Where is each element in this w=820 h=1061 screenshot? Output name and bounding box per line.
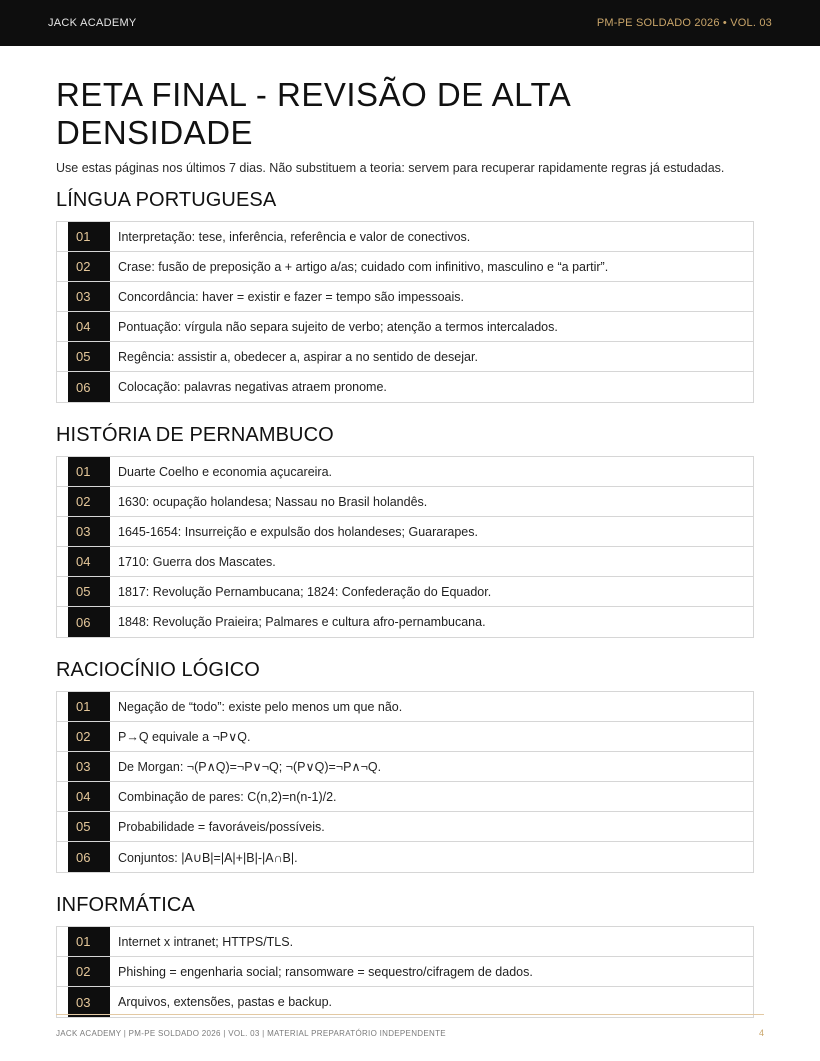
item-number: 06	[68, 842, 110, 872]
item-text: De Morgan: ¬(P∧Q)=¬P∨¬Q; ¬(P∨Q)=¬P∧¬Q.	[118, 760, 382, 774]
list-item	[57, 722, 753, 752]
list-item	[57, 927, 753, 957]
item-text: Interpretação: tese, inferência, referência e valor de conectivos.	[118, 229, 471, 244]
list-item	[57, 692, 753, 722]
review-list	[56, 926, 754, 1018]
page-content	[56, 76, 754, 1038]
list-item	[57, 517, 753, 547]
review-list	[56, 221, 754, 403]
item-number: 03	[68, 987, 110, 1017]
item-text: 1645-1654: Insurreição e expulsão dos holandeses; Guararapes.	[118, 524, 478, 539]
item-number: 01	[68, 927, 110, 956]
item-text: 1817: Revolução Pernambucana; 1824: Confederação do Equador.	[118, 584, 492, 599]
top-header-bar	[0, 0, 820, 46]
section-title: HISTÓRIA DE PERNAMBUCO	[56, 424, 334, 446]
list-item	[57, 752, 753, 782]
item-number: 03	[68, 517, 110, 546]
item-text: Colocação: palavras negativas atraem pronome.	[118, 380, 387, 394]
list-item	[57, 607, 753, 637]
footer-divider	[56, 1014, 764, 1015]
item-text: Regência: assistir a, obedecer a, aspirar a no sentido de desejar.	[118, 349, 478, 364]
list-item	[57, 222, 753, 252]
item-text: Probabilidade = favoráveis/possíveis.	[118, 819, 325, 834]
list-item	[57, 282, 753, 312]
item-text: 1848: Revolução Praieira; Palmares e cultura afro-pernambucana.	[118, 615, 486, 629]
section-title: LÍNGUA PORTUGUESA	[56, 189, 277, 211]
section-historia-pernambuco	[56, 423, 754, 638]
item-number: 05	[68, 342, 110, 371]
page-number: 4	[758, 1028, 764, 1038]
list-item	[57, 957, 753, 987]
list-item	[57, 342, 753, 372]
section-title: RACIOCÍNIO LÓGICO	[56, 659, 260, 681]
list-item	[57, 782, 753, 812]
item-text: 1710: Guerra dos Mascates.	[118, 554, 276, 569]
item-text: P→Q equivale a ¬P∨Q.	[118, 730, 251, 744]
item-text: Phishing = engenharia social; ransomware = sequestro/cifragem de dados.	[118, 964, 533, 979]
item-text: 1630: ocupação holandesa; Nassau no Brasil holandês.	[118, 494, 428, 509]
list-item	[57, 312, 753, 342]
item-number: 05	[68, 812, 110, 841]
item-number: 03	[68, 752, 110, 781]
item-text: Arquivos, extensões, pastas e backup.	[118, 995, 333, 1009]
page-title: RETA FINAL - REVISÃO DE ALTA DENSIDADE	[56, 76, 570, 151]
item-text: Concordância: haver = existir e fazer = tempo são impessoais.	[118, 289, 465, 304]
item-number: 02	[68, 487, 110, 516]
item-text: Crase: fusão de preposição a + artigo a/as; cuidado com infinitivo, masculino e “a partir”.	[118, 259, 609, 274]
review-list	[56, 456, 754, 638]
item-text: Internet x intranet; HTTPS/TLS.	[118, 934, 294, 949]
item-number: 05	[68, 577, 110, 606]
list-item	[57, 252, 753, 282]
item-number: 01	[68, 457, 110, 486]
list-item	[57, 487, 753, 517]
item-text: Pontuação: vírgula não separa sujeito de verbo; atenção a termos intercalados.	[118, 319, 558, 334]
list-item	[57, 812, 753, 842]
item-number: 03	[68, 282, 110, 311]
section-title: INFORMÁTICA	[56, 894, 195, 916]
item-number: 02	[68, 722, 110, 751]
list-item	[57, 577, 753, 607]
list-item	[57, 372, 753, 402]
item-number: 06	[68, 372, 110, 402]
page-footer	[56, 1028, 764, 1038]
section-raciocinio-logico	[56, 658, 754, 873]
item-text: Negação de “todo”: existe pelo menos um que não.	[118, 699, 403, 714]
item-number: 01	[68, 692, 110, 721]
item-number: 02	[68, 252, 110, 281]
item-number: 04	[68, 547, 110, 576]
item-text: Combinação de pares: C(n,2)=n(n-1)/2.	[118, 789, 337, 804]
item-number: 04	[68, 312, 110, 341]
list-item	[57, 547, 753, 577]
item-number: 04	[68, 782, 110, 811]
item-text: Duarte Coelho e economia açucareira.	[118, 464, 333, 479]
list-item	[57, 842, 753, 872]
list-item	[57, 987, 753, 1017]
brand-name: JACK ACADEMY	[48, 17, 137, 29]
item-number: 06	[68, 607, 110, 637]
page-subtitle: Use estas páginas nos últimos 7 dias. Não substituem a teoria: servem para recuperar rapidamente regras já estudadas.	[56, 161, 725, 175]
item-text: Conjuntos: |A∪B|=|A|+|B|-|A∩B|.	[118, 850, 298, 865]
item-number: 02	[68, 957, 110, 986]
list-item	[57, 457, 753, 487]
footer-text: JACK ACADEMY | PM-PE SOLDADO 2026 | VOL. 03 | MATERIAL PREPARATÓRIO INDEPENDENTE	[56, 1028, 446, 1038]
edition-label: PM-PE SOLDADO 2026 • VOL. 03	[596, 17, 772, 29]
review-list	[56, 691, 754, 873]
section-lingua-portuguesa	[56, 188, 754, 403]
item-number: 01	[68, 222, 110, 251]
section-informatica	[56, 893, 754, 1018]
